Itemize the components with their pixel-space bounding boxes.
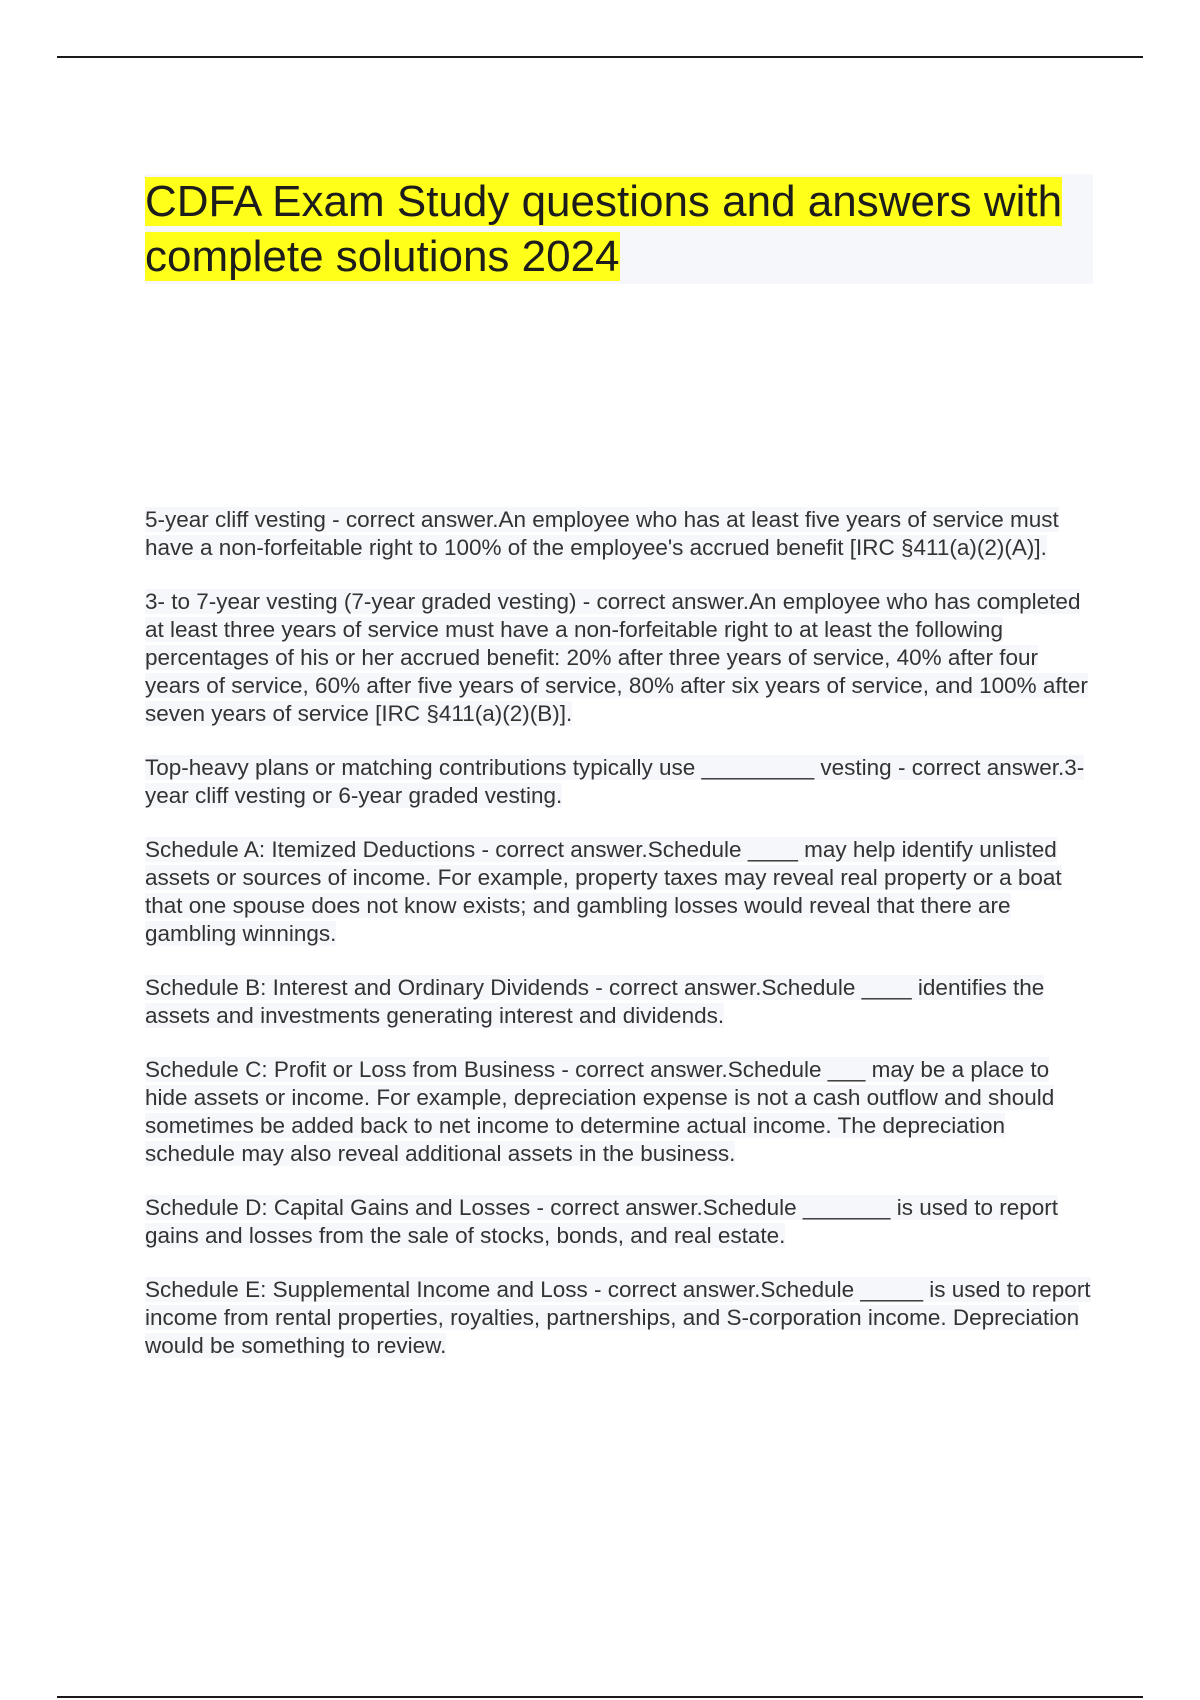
qa-entry-text: Schedule D: Capital Gains and Losses - correct answer.Schedule _______ is used to report gains and losses from the sale of stocks, bonds, and real estate.: [145, 1195, 1059, 1248]
qa-entry: [145, 1194, 1093, 1250]
qa-entry: [145, 506, 1093, 562]
qa-entry-text: Top-heavy plans or matching contributions typically use _________ vesting - correct answer.3-year cliff vesting or 6-year graded vesting.: [145, 755, 1085, 808]
qa-entry: [145, 1276, 1093, 1360]
qa-entry: [145, 754, 1093, 810]
qa-entry: [145, 1056, 1093, 1168]
qa-entry-text: Schedule A: Itemized Deductions - correct answer.Schedule ____ may help identify unlisted assets or sources of income. For example, property taxes may reveal real property or a boat that one spouse does not know exists; and gambling losses would reveal that there are gambling winnings.: [145, 837, 1062, 946]
qa-entry-text: Schedule C: Profit or Loss from Business - correct answer.Schedule ___ may be a place to hide assets or income. For example, depreciation expense is not a cash outflow and should sometimes be added back to net income to determine actual income. The depreciation schedule may also reveal additional assets in the business.: [145, 1057, 1055, 1166]
qa-entry-text: Schedule E: Supplemental Income and Loss - correct answer.Schedule _____ is used to report income from rental properties, royalties, partnerships, and S-corporation income. Depreciation would be something to review.: [145, 1277, 1091, 1358]
qa-entry-text: 3- to 7-year vesting (7-year graded vesting) - correct answer.An employee who has completed at least three years of service must have a non-forfeitable right to at least the following percentages of his or her accrued benefit: 20% after three years of service, 40% after four years of service, 60% after five years of service, 80% after six years of service, and 100% after seven years of service [IRC §411(a)(2)(B)].: [145, 589, 1088, 726]
qa-entry: [145, 836, 1093, 948]
qa-entry: [145, 588, 1093, 728]
qa-entry-text: 5-year cliff vesting - correct answer.An employee who has at least five years of service must have a non-forfeitable right to 100% of the employee's accrued benefit [IRC §411(a)(2)(A)].: [145, 507, 1059, 560]
page-title-text: CDFA Exam Study questions and answers with complete solutions 2024: [145, 177, 1063, 281]
qa-list: [145, 506, 1093, 1386]
qa-entry-text: Schedule B: Interest and Ordinary Dividends - correct answer.Schedule ____ identifies the assets and investments generating interest and dividends.: [145, 975, 1045, 1028]
title-block: [145, 174, 1093, 284]
qa-entry: [145, 974, 1093, 1030]
page-title: [145, 174, 1093, 284]
bottom-rule: [57, 1696, 1143, 1698]
top-rule: [57, 56, 1143, 58]
